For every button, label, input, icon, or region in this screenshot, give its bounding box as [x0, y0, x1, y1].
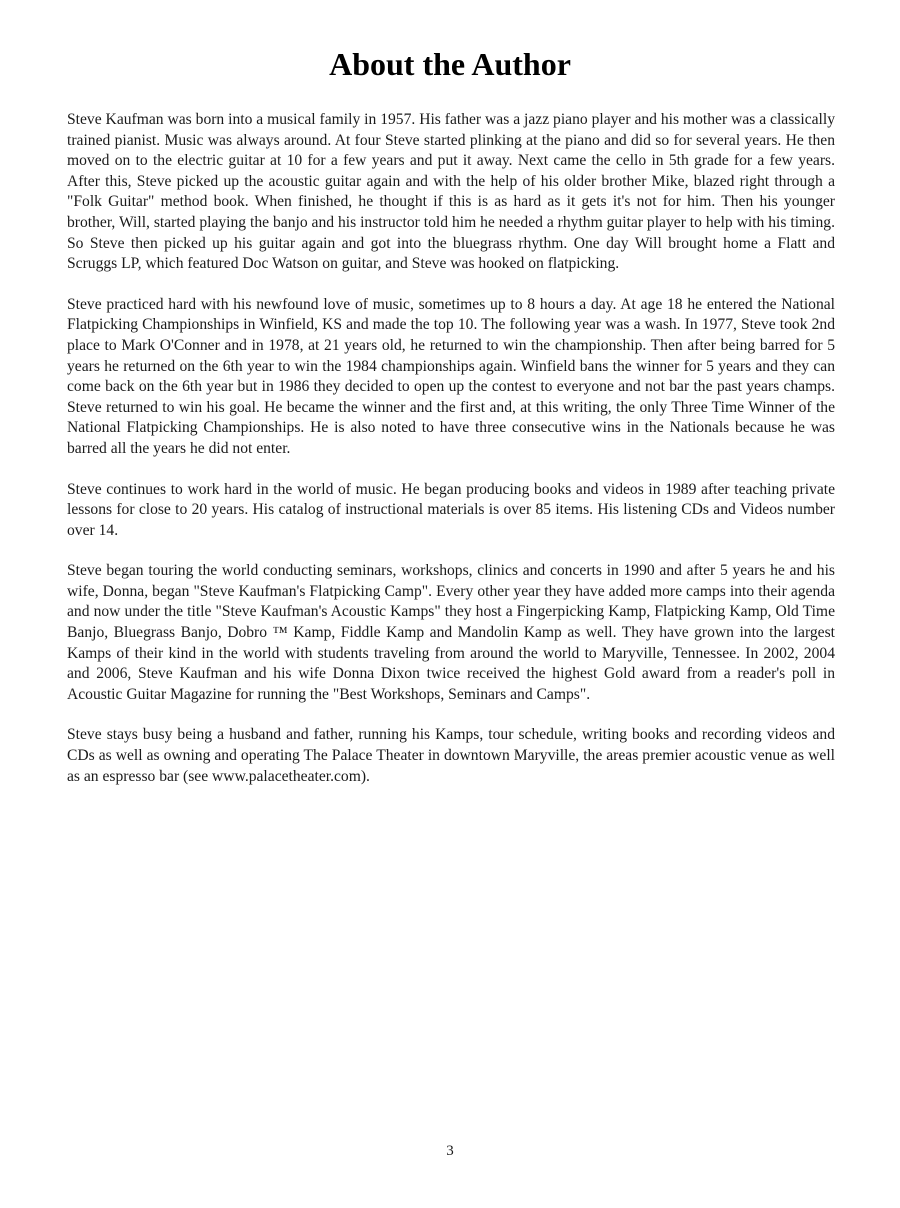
page-number: 3 — [446, 1143, 454, 1159]
paragraph-publishing: Steve continues to work hard in the world of music. He began producing books and videos in 1989 after teaching private lessons for close to 20 years. His catalog of instructional materials is over 85 items. His listening CDs and Videos number over 14. — [67, 480, 835, 539]
paragraph-childhood: Steve Kaufman was born into a musical family in 1957. His father was a jazz piano player and his mother was a classically trained pianist. Music was always around. At four Steve started plinking at the piano and did so for several years. He then moved on to the electric guitar at 10 for a few years and put it away. Next came the cello in 5th grade for a few years. After this, Steve picked up the acoustic guitar again and with the help of his older brother Mike, blazed right through a "Folk Guitar" method book. When finished, he thought if this is as hard as it gets it's not for him. Then his younger brother, Will, started playing the banjo and his instructor told him he needed a rhythm guitar player to help with his timing. So Steve then picked up his guitar again and got into the bluegrass rhythm. One day Will brought home a Flatt and Scruggs LP, which featured Doc Watson on guitar, and Steve was hooked on flatpicking. — [67, 111, 835, 273]
paragraph-current: Steve stays busy being a husband and father, running his Kamps, tour schedule, writing books and recording videos and CDs as well as owning and operating The Palace Theater in downtown Maryville, the areas premier acoustic venue as well as an espresso bar (see www.palacetheater.com). — [67, 726, 835, 785]
paragraph-kamps: Steve began touring the world conducting seminars, workshops, clinics and concerts in 1990 and after 5 years he and his wife, Donna, began "Steve Kaufman's Flatpicking Camp". Every other year they have added more camps into their agenda and now under the title "Steve Kaufman's Acoustic Kamps" they host a Fingerpicking Kamp, Flatpicking Kamp, Old Time Banjo, Bluegrass Banjo, Dobro ™ Kamp, Fiddle Kamp and Mandolin Kamp as well. They have grown into the largest Kamps of their kind in the world with students traveling from around the world to Maryville, Tennessee. In 2002, 2004 and 2006, Steve Kaufman and his wife Donna Dixon twice received the highest Gold award from a reader's poll in Acoustic Guitar Magazine for running the "Best Workshops, Seminars and Camps". — [67, 562, 835, 703]
article-body — [67, 110, 835, 807]
page-title: About the Author — [329, 46, 571, 82]
paragraph-championships: Steve practiced hard with his newfound love of music, sometimes up to 8 hours a day. At age 18 he entered the National Flatpicking Championships in Winfield, KS and made the top 10. The following year was a wash. In 1977, Steve took 2nd place to Mark O'Conner and in 1978, at 21 years old, he returned to win the championship. Then after being barred for 5 years he returned on the 6th year to win the 1984 championships again. Winfield bans the winner for 5 years and they can come back on the 6th year but in 1986 they decided to open up the contest to everyone and not bar the past years champs. Steve returned to win his goal. He became the winner and the first and, at this writing, the only Three Time Winner of the National Flatpicking Championships. He is also noted to have three consecutive wins in the Nationals because he was barred all the years he did not enter. — [67, 295, 835, 457]
